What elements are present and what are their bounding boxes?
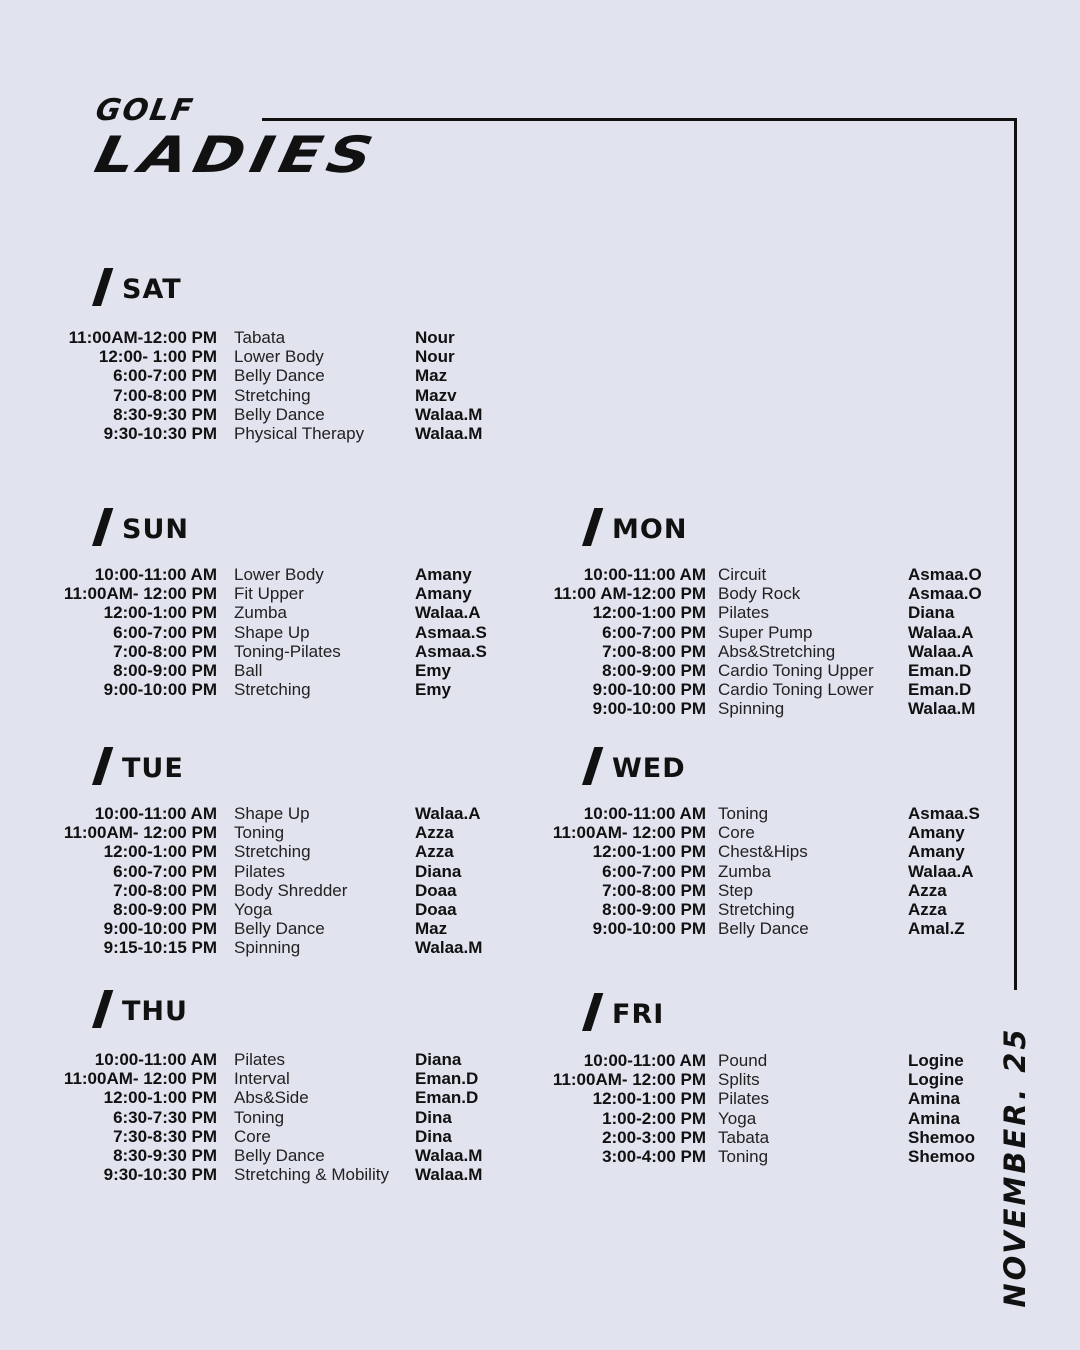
- instructor-name: Eman.D: [415, 1069, 479, 1089]
- day-name: WED: [612, 753, 686, 784]
- class-name: Abs&Stretching: [718, 641, 836, 661]
- class-time: 10:00-11:00 AM: [583, 804, 706, 823]
- class-time: 9:00-10:00 PM: [592, 919, 706, 939]
- class-time: 3:00-4:00 PM: [602, 1146, 706, 1166]
- schedule-row: [0, 386, 540, 405]
- class-time: 8:30-9:30 PM: [113, 404, 217, 424]
- class-name: Yoga: [718, 1108, 757, 1128]
- day-header-mon: [570, 508, 790, 552]
- schedule-row: [0, 881, 1010, 900]
- class-time: 6:00-7:00 PM: [113, 861, 217, 881]
- instructor-name: Shemoo: [908, 1146, 976, 1166]
- class-name: Toning-Pilates: [234, 641, 341, 661]
- schedule-list-mon: [0, 565, 1010, 719]
- instructor-name: Maz: [415, 366, 448, 386]
- schedule-row: [0, 603, 1010, 622]
- class-name: Body Shredder: [234, 880, 348, 900]
- schedule-row: [0, 661, 1010, 680]
- class-name: Ball: [234, 660, 263, 680]
- class-time: 8:00-9:00 PM: [113, 660, 217, 680]
- class-name: Pilates: [718, 603, 770, 623]
- instructor-name: Walaa.M: [415, 1145, 483, 1165]
- instructor-name: Logine: [908, 1051, 964, 1070]
- instructor-name: Diana: [415, 1050, 462, 1069]
- class-name: Body Rock: [718, 584, 801, 604]
- slash-icon: [582, 508, 603, 546]
- class-time: 9:15-10:15 PM: [103, 938, 217, 958]
- schedule-row: [0, 938, 540, 957]
- day-name: THU: [122, 996, 188, 1027]
- class-time: 7:00-8:00 PM: [113, 641, 217, 661]
- slash-icon: [92, 747, 113, 785]
- instructor-name: Walaa.M: [415, 423, 483, 443]
- schedule-row: [0, 1128, 1010, 1147]
- class-time: 12:00- 1:00 PM: [98, 347, 217, 367]
- schedule-row: [0, 804, 1010, 823]
- instructor-name: Maz: [415, 919, 448, 939]
- class-time: 12:00-1:00 PM: [103, 1088, 217, 1108]
- class-name: Shape Up: [234, 622, 310, 642]
- instructor-name: Emy: [415, 660, 451, 680]
- class-name: Toning: [234, 1107, 285, 1127]
- schedule-row: [0, 584, 1010, 603]
- class-time: 6:00-7:00 PM: [602, 861, 706, 881]
- class-time: 8:00-9:00 PM: [113, 899, 217, 919]
- class-time: 7:00-8:00 PM: [113, 385, 217, 405]
- schedule-list-fri: [0, 1051, 1010, 1166]
- instructor-name: Walaa.A: [908, 641, 974, 661]
- day-header-sat: [80, 268, 300, 312]
- class-time: 8:00-9:00 PM: [602, 660, 706, 680]
- instructor-name: Dina: [415, 1107, 452, 1127]
- class-name: Stretching & Mobility: [234, 1165, 389, 1185]
- class-name: Belly Dance: [234, 919, 325, 939]
- class-name: Pilates: [234, 1050, 286, 1069]
- instructor-name: Amany: [415, 584, 472, 604]
- instructor-name: Diana: [415, 861, 462, 881]
- schedule-row: [0, 1051, 1010, 1070]
- class-time: 11:00AM-12:00 PM: [68, 328, 217, 347]
- day-name: FRI: [612, 999, 665, 1030]
- instructor-name: Asmaa.O: [908, 565, 982, 584]
- class-time: 11:00 AM-12:00 PM: [553, 584, 706, 604]
- class-name: Toning: [718, 1146, 769, 1166]
- class-name: Circuit: [718, 565, 767, 584]
- class-name: Cardio Toning Upper: [718, 660, 874, 680]
- schedule-row: [0, 823, 1010, 842]
- instructor-name: Walaa.A: [415, 603, 481, 623]
- class-time: 11:00AM- 12:00 PM: [552, 1070, 706, 1090]
- class-time: 6:00-7:00 PM: [602, 622, 706, 642]
- schedule-row: [0, 347, 540, 366]
- instructor-name: Nour: [415, 328, 455, 347]
- slash-icon: [92, 268, 113, 306]
- class-time: 7:00-8:00 PM: [602, 641, 706, 661]
- instructor-name: Walaa.A: [908, 622, 974, 642]
- instructor-name: Logine: [908, 1070, 964, 1090]
- instructor-name: Shemoo: [908, 1127, 976, 1147]
- class-time: 9:30-10:30 PM: [103, 423, 217, 443]
- class-name: Core: [718, 823, 755, 843]
- class-time: 6:30-7:30 PM: [113, 1107, 217, 1127]
- class-name: Physical Therapy: [234, 423, 365, 443]
- class-name: Zumba: [718, 861, 771, 881]
- class-time: 9:30-10:30 PM: [103, 1165, 217, 1185]
- class-name: Yoga: [234, 899, 273, 919]
- class-name: Lower Body: [234, 347, 324, 367]
- brand-logo: [89, 93, 384, 184]
- class-name: Shape Up: [234, 804, 310, 823]
- instructor-name: Walaa.M: [415, 404, 483, 424]
- schedule-row: [0, 642, 1010, 661]
- instructor-name: Doaa: [415, 880, 457, 900]
- class-time: 8:00-9:00 PM: [602, 899, 706, 919]
- class-name: Stretching: [234, 385, 311, 405]
- schedule-row: [0, 699, 1010, 718]
- class-time: 10:00-11:00 AM: [94, 565, 217, 584]
- schedule-row: [0, 900, 1010, 919]
- schedule-row: [0, 328, 540, 347]
- day-header-wed: [570, 747, 790, 791]
- day-name: TUE: [122, 753, 184, 784]
- instructor-name: Asmaa.S: [415, 641, 487, 661]
- class-name: Abs&Side: [234, 1088, 309, 1108]
- instructor-name: Azza: [908, 880, 947, 900]
- instructor-name: Walaa.A: [415, 804, 481, 823]
- instructor-name: Eman.D: [415, 1088, 479, 1108]
- schedule-row: [0, 1165, 540, 1184]
- instructor-name: Asmaa.S: [415, 622, 487, 642]
- class-time: 12:00-1:00 PM: [592, 603, 706, 623]
- instructor-name: Nour: [415, 347, 455, 367]
- schedule-row: [0, 1109, 1010, 1128]
- class-time: 11:00AM- 12:00 PM: [63, 1069, 217, 1089]
- frame-top-line: [262, 118, 1016, 121]
- class-time: 12:00-1:00 PM: [103, 603, 217, 623]
- instructor-name: Mazv: [415, 385, 457, 405]
- schedule-row: [0, 919, 1010, 938]
- schedule-row: [0, 680, 1010, 699]
- class-time: 6:00-7:00 PM: [113, 622, 217, 642]
- instructor-name: Dina: [415, 1126, 452, 1146]
- class-name: Belly Dance: [234, 1145, 325, 1165]
- slash-icon: [92, 508, 113, 546]
- class-name: Super Pump: [718, 622, 813, 642]
- class-time: 9:00-10:00 PM: [103, 680, 217, 700]
- class-time: 9:00-10:00 PM: [103, 919, 217, 939]
- class-time: 7:00-8:00 PM: [113, 880, 217, 900]
- class-time: 12:00-1:00 PM: [592, 842, 706, 862]
- day-header-sun: [80, 508, 300, 552]
- class-time: 1:00-2:00 PM: [602, 1108, 706, 1128]
- instructor-name: Amany: [415, 565, 472, 584]
- schedule-row: [0, 623, 1010, 642]
- class-name: Pound: [718, 1051, 768, 1070]
- class-name: Splits: [718, 1070, 760, 1090]
- day-name: MON: [612, 514, 688, 545]
- class-time: 10:00-11:00 AM: [583, 565, 706, 584]
- instructor-name: Eman.D: [908, 680, 972, 700]
- class-time: 10:00-11:00 AM: [94, 1050, 217, 1069]
- class-time: 6:00-7:00 PM: [113, 366, 217, 386]
- brand-top-text: GOLF: [93, 93, 197, 128]
- class-name: Stretching: [718, 899, 795, 919]
- class-name: Tabata: [718, 1127, 770, 1147]
- day-header-thu: [80, 990, 300, 1034]
- frame-right-line: [1014, 118, 1017, 990]
- class-time: 2:00-3:00 PM: [602, 1127, 706, 1147]
- class-name: Spinning: [234, 938, 301, 958]
- instructor-name: Walaa.A: [908, 861, 974, 881]
- class-name: Belly Dance: [234, 366, 325, 386]
- schedule-row: [0, 1089, 1010, 1108]
- class-name: Cardio Toning Lower: [718, 680, 874, 700]
- schedule-list-sat: [0, 328, 540, 443]
- class-name: Belly Dance: [718, 919, 809, 939]
- instructor-name: Eman.D: [908, 660, 972, 680]
- slash-icon: [92, 990, 113, 1028]
- class-name: Tabata: [234, 328, 286, 347]
- instructor-name: Amina: [908, 1089, 960, 1109]
- day-header-fri: [570, 993, 790, 1037]
- class-name: Interval: [234, 1069, 290, 1089]
- slash-icon: [582, 747, 603, 785]
- schedule-row: [0, 405, 540, 424]
- month-label: NOVEMBER. 25: [998, 1026, 1032, 1308]
- class-name: Belly Dance: [234, 404, 325, 424]
- class-name: Chest&Hips: [718, 842, 808, 862]
- instructor-name: Amina: [908, 1108, 960, 1128]
- instructor-name: Diana: [908, 603, 955, 623]
- instructor-name: Asmaa.O: [908, 584, 982, 604]
- class-name: Toning: [234, 823, 285, 843]
- instructor-name: Walaa.M: [415, 1165, 483, 1185]
- class-name: Spinning: [718, 699, 785, 719]
- class-name: Lower Body: [234, 565, 324, 584]
- day-name: SUN: [122, 514, 189, 545]
- class-time: 10:00-11:00 AM: [94, 804, 217, 823]
- day-name: SAT: [122, 274, 182, 305]
- brand-main-text: LADIES: [89, 126, 384, 184]
- schedule-row: [0, 1147, 1010, 1166]
- instructor-name: Walaa.M: [908, 699, 976, 719]
- class-name: Core: [234, 1126, 271, 1146]
- instructor-name: Amany: [908, 842, 965, 862]
- instructor-name: Azza: [908, 899, 947, 919]
- class-time: 9:00-10:00 PM: [592, 699, 706, 719]
- schedule-row: [0, 1070, 1010, 1089]
- instructor-name: Amal.Z: [908, 919, 965, 939]
- class-time: 11:00AM- 12:00 PM: [552, 823, 706, 843]
- class-name: Pilates: [718, 1089, 770, 1109]
- schedule-row: [0, 842, 1010, 861]
- slash-icon: [582, 993, 603, 1031]
- instructor-name: Asmaa.S: [908, 804, 980, 823]
- instructor-name: Azza: [415, 823, 454, 843]
- instructor-name: Emy: [415, 680, 451, 700]
- class-time: 12:00-1:00 PM: [592, 1089, 706, 1109]
- class-time: 11:00AM- 12:00 PM: [63, 823, 217, 843]
- schedule-row: [0, 565, 1010, 584]
- schedule-row: [0, 366, 540, 385]
- schedule-row: [0, 862, 1010, 881]
- schedule-list-wed: [0, 804, 1010, 938]
- class-name: Toning: [718, 804, 769, 823]
- class-name: Stretching: [234, 842, 311, 862]
- class-time: 11:00AM- 12:00 PM: [63, 584, 217, 604]
- schedule-row: [0, 424, 540, 443]
- instructor-name: Azza: [415, 842, 454, 862]
- class-name: Step: [718, 880, 753, 900]
- instructor-name: Amany: [908, 823, 965, 843]
- instructor-name: Doaa: [415, 899, 457, 919]
- class-time: 7:30-8:30 PM: [113, 1126, 217, 1146]
- class-name: Zumba: [234, 603, 287, 623]
- class-time: 12:00-1:00 PM: [103, 842, 217, 862]
- class-time: 8:30-9:30 PM: [113, 1145, 217, 1165]
- class-time: 9:00-10:00 PM: [592, 680, 706, 700]
- class-name: Stretching: [234, 680, 311, 700]
- instructor-name: Walaa.M: [415, 938, 483, 958]
- day-header-tue: [80, 747, 300, 791]
- class-name: Fit Upper: [234, 584, 304, 604]
- class-time: 10:00-11:00 AM: [583, 1051, 706, 1070]
- class-time: 7:00-8:00 PM: [602, 880, 706, 900]
- class-name: Pilates: [234, 861, 286, 881]
